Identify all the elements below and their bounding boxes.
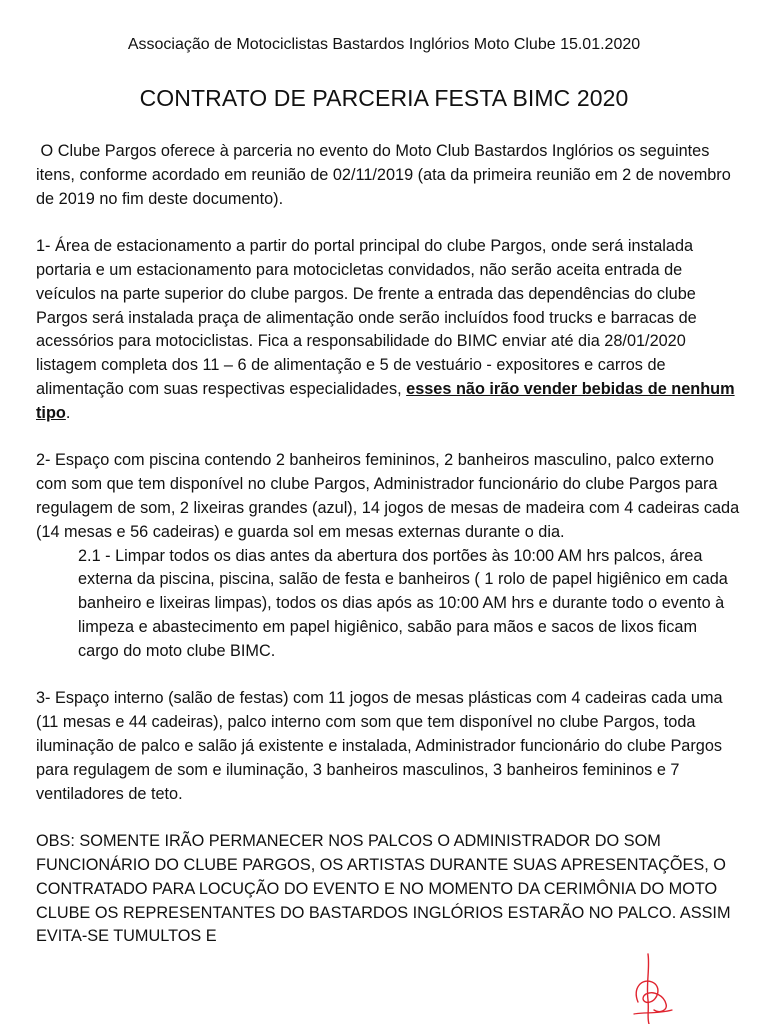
paragraph-gap (36, 426, 742, 450)
item-1-emphasis: esses não irão vender bebidas de nenhum tipo (36, 379, 735, 422)
item-1-text: 1- Área de estacionamento a partir do portal principal do clube Pargos, onde será instalada portaria e um estacionamento para motocicletas convidados, não serão aceita entrada de veículos na parte superior do clube pargos. De frente a entrada das dependências do clube Pargos será instalada praça de alimentação onde serão incluídos food trucks e barracas de acessórios para motociclistas. Fica a responsabilidade do BIMC enviar até dia 28/01/2020 listagem completa dos 11 – 6 de alimentação e 5 de vestuário - expositores e carros de alimentação com suas respectivas especialidades, (36, 237, 697, 398)
obs-paragraph: OBS: SOMENTE IRÃO PERMANECER NOS PALCOS O ADMINISTRADOR DO SOM FUNCIONÁRIO DO CLUBE PARGOS, OS ARTISTAS DURANTE SUAS APRESENTAÇÕES, O CONTRATADO PARA LOCUÇÃO DO EVENTO E NO MOMENTO DA CERIMÔNIA DO MOTO CLUBE OS REPRESENTANTES DO BASTARDOS INGLÓRIOS ESTARÃO NO PALCO. ASSIM EVITA-SE TUMULTOS E (36, 832, 731, 946)
item-3-paragraph: 3- Espaço interno (salão de festas) com 11 jogos de mesas plásticas com 4 cadeiras cada uma (11 mesas e 44 cadeiras), palco interno com som que tem disponível no clube Pargos, toda iluminação de palco e salão já existente e instalada, Administrador funcionário do clube Pargos para regulagem de som e iluminação, 3 banheiros masculinos, 3 banheiros femininos e 7 ventiladores de teto. (36, 689, 723, 803)
item-2-paragraph: 2- Espaço com piscina contendo 2 banheiros femininos, 2 banheiros masculino, palco externo com som que tem disponível no clube Pargos, Administrador funcionário do clube Pargos para regulagem de som, 2 lixeiras grandes (azul), 14 jogos de mesas de madeira com 4 cadeiras cada (14 mesas e 56 cadeiras) e guarda sol em mesas externas durante o dia. (36, 451, 740, 541)
item-2-1-paragraph: 2.1 - Limpar todos os dias antes da abertura dos portões às 10:00 AM hrs palcos, área externa da piscina, piscina, salão de festa e banheiros ( 1 rolo de papel higiênico em cada banheiro e lixeiras limpas), todos os dias após as 10:00 AM hrs e durante todo o evento à limpeza e abastecimento em papel higiênico, sabão para mãos e sacos de lixos ficam cargo do moto clube BIMC. (78, 546, 728, 660)
paragraph-gap (36, 211, 742, 235)
document-body (36, 140, 742, 949)
paragraph-gap (36, 806, 742, 830)
handwritten-signature-icon (608, 948, 688, 1024)
document-title: CONTRATO DE PARCERIA FESTA BIMC 2020 (139, 85, 629, 111)
paragraph-gap (36, 664, 742, 688)
document-header: Associação de Motociclistas Bastardos Inglórios Moto Clube 15.01.2020 (127, 36, 641, 53)
item-1-end: . (65, 403, 71, 422)
item-1-paragraph (36, 235, 742, 425)
intro-paragraph: O Clube Pargos oferece à parceria no evento do Moto Club Bastardos Inglórios os seguintes itens, conforme acordado em reunião de 02/11/2019 (ata da primeira reunião em 2 de novembro de 2019 no fim deste documento). (36, 142, 736, 208)
